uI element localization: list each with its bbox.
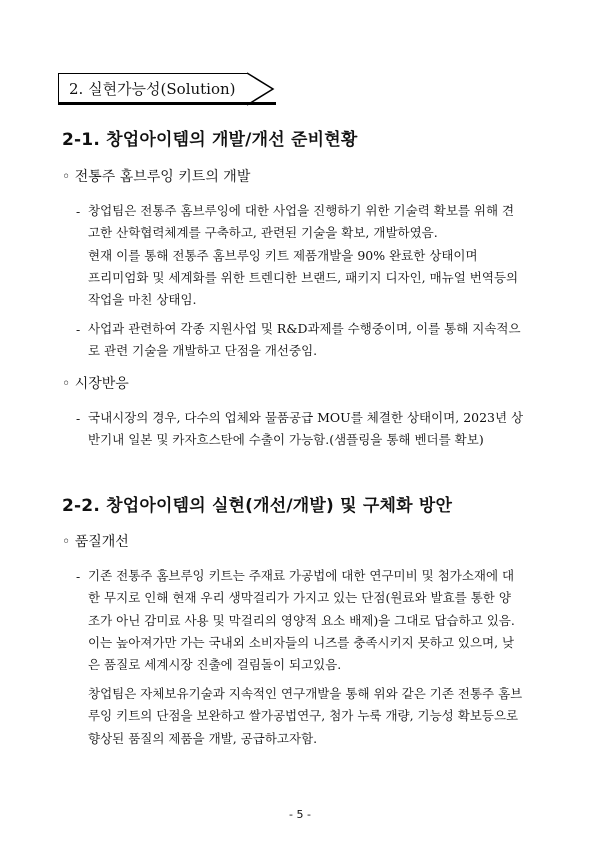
page-number: - 5 - (289, 808, 311, 821)
heading-2-2: 2-2. 창업아이템의 실현(개선/개발) 및 구체화 방안 (62, 496, 453, 516)
subheading-dev: ◦ 전통주 홈브루잉 키트의 개발 (62, 169, 251, 185)
text-line: 로 관련 기술을 개발하고 단점을 개선중임. (88, 343, 318, 359)
section-title-arrow (247, 72, 277, 106)
section-title: 2. 실현가능성(Solution) (69, 79, 236, 98)
subheading-market: ◦ 시장반응 (62, 376, 129, 392)
dash-marker: - (76, 322, 81, 337)
section-title-underline (58, 102, 276, 105)
text-line: 은 품질로 세계시장 진출에 걸림돌이 되고있음. (88, 657, 342, 673)
text-line: 사업과 관련하여 각종 지원사업 및 R&D과제를 수행중이며, 이를 통해 지속적으 (88, 321, 521, 336)
dash-marker: - (76, 569, 81, 584)
text-line: 프리미엄화 및 세계화를 위한 트렌디한 브랜드, 패키지 디자인, 매뉴얼 번역등의 (88, 269, 519, 285)
paragraph-dev-2 (88, 318, 548, 363)
text-line: 고한 산학협력체계를 구축하고, 관련된 기술을 확보, 개발하였음. (88, 225, 438, 241)
paragraph-market (88, 407, 548, 452)
paragraph-dev-1 (88, 200, 548, 311)
paragraph-quality-2 (88, 683, 548, 750)
text-line: 작업을 마친 상태임. (88, 292, 197, 308)
text-line: 한 무지로 인해 현재 우리 생막걸리가 가지고 있는 단점(원료와 발효를 통한 양 (88, 590, 511, 606)
dash-marker: - (76, 204, 81, 219)
subheading-quality: ◦ 품질개선 (62, 534, 129, 550)
paragraph-quality-1 (88, 565, 548, 676)
text-line: 창업팀은 자체보유기술과 지속적인 연구개발을 통해 위와 같은 기존 전통주 홈브 (88, 686, 523, 701)
heading-2-1: 2-1. 창업아이템의 개발/개선 준비현황 (62, 130, 358, 150)
text-line: 창업팀은 전통주 홈브루잉에 대한 사업을 진행하기 위한 기술력 확보를 위해 견 (88, 203, 515, 218)
text-line: 현재 이를 통해 전통주 홈브루잉 키트 제품개발을 90% 완료한 상태이며 (88, 247, 478, 263)
text-line: 기존 전통주 홈브루잉 키트는 주재료 가공법에 대한 연구미비 및 첨가소재에 대 (88, 568, 515, 583)
text-line: 루잉 키트의 단점을 보완하고 쌀가공법연구, 첨가 누룩 개량, 기능성 확보등으로 (88, 708, 519, 724)
section-title-box (58, 73, 248, 103)
text-line: 국내시장의 경우, 다수의 업체와 물품공급 MOU를 체결한 상태이며, 2023년 상 (88, 410, 524, 425)
text-line: 조가 아닌 감미료 사용 및 막걸리의 영양적 요소 배제)을 그대로 답습하고 있음. (88, 612, 515, 628)
dash-marker: - (76, 411, 81, 426)
text-line: 향상된 품질의 제품을 개발, 공급하고자함. (88, 730, 318, 746)
text-line: 반기내 일본 및 카자흐스탄에 수출이 가능함.(샘플링을 통해 벤더를 확보) (88, 432, 484, 448)
text-line: 이는 높아져가만 가는 국내외 소비자들의 니즈를 충족시키지 못하고 있으며, 낮 (88, 634, 515, 650)
